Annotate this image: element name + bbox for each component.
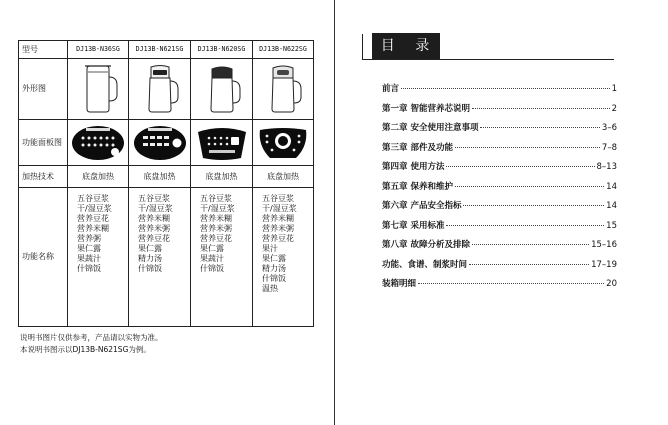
- toc-entry-title: 前言: [382, 84, 400, 94]
- row-header-heating: 加热技术: [19, 166, 68, 188]
- toc-entry[interactable]: [382, 277, 617, 297]
- toc-entry-title: 第三章 部件及功能: [382, 142, 453, 153]
- heating-cell: 底盘加热: [191, 166, 253, 188]
- toc-entry-title: 第六章 产品安全指标: [382, 201, 462, 211]
- panel-image-n621sg: [129, 120, 191, 166]
- row-header-model: 型号: [19, 41, 68, 59]
- panel-image-n622sg: [253, 120, 314, 166]
- function-item: 果汁: [262, 244, 278, 253]
- row-shape: [19, 59, 314, 120]
- row-panel: [19, 120, 314, 166]
- function-item: 果蔬汁: [77, 254, 101, 263]
- control-panel-image: [133, 124, 187, 162]
- toc-entry-title: 第四章 使用方法: [382, 162, 445, 172]
- function-item: 果蔬汁: [200, 254, 224, 263]
- function-item: 果仁露: [200, 244, 224, 253]
- toc-entry-page: 3–6: [601, 123, 617, 133]
- toc-entry-title: 第一章 智能营养芯说明: [382, 103, 470, 114]
- function-item: 什锦饭: [138, 264, 162, 273]
- function-item: 营养米粥: [262, 224, 294, 233]
- spec-table: [18, 40, 314, 327]
- function-item: 果仁露: [77, 244, 101, 253]
- function-item: 果仁露: [138, 244, 162, 253]
- control-panel-image: [71, 124, 125, 162]
- model-cell: DJ13B-N622SG: [253, 41, 314, 59]
- function-item: 营养豆花: [200, 234, 232, 243]
- function-item: 营养豆花: [138, 234, 170, 243]
- toc-entry-title: 功能、食谱、制浆时间: [382, 259, 468, 270]
- function-item: 什锦饭: [200, 264, 224, 273]
- note-image-disclaimer: 说明书图片仅供参考，产品请以实物为准。: [20, 333, 163, 342]
- row-header-panel: 功能面板图: [19, 120, 68, 166]
- function-item: 营养米糊: [138, 214, 170, 223]
- function-item: 什锦饭: [262, 274, 286, 283]
- function-item: 营养豆花: [77, 214, 109, 223]
- title-rule-vertical: [362, 34, 363, 60]
- toc-entry[interactable]: [382, 160, 617, 180]
- toc-entry[interactable]: [382, 180, 617, 200]
- function-item: 精力汤: [138, 254, 162, 263]
- function-item: 营养米糊: [262, 214, 294, 223]
- toc-entry[interactable]: [382, 141, 617, 161]
- toc-entry[interactable]: [382, 102, 617, 122]
- toc-leader-dots: [463, 205, 604, 206]
- control-panel-image: [256, 124, 310, 162]
- function-item: 干/湿豆浆: [200, 204, 235, 213]
- table-of-contents: [382, 82, 617, 297]
- heating-cell: 底盘加热: [129, 166, 191, 188]
- note-example-model: 本说明书图示以DJ13B-N621SG为例。: [20, 345, 151, 354]
- function-item: 五谷豆浆: [200, 194, 232, 203]
- toc-leader-dots: [418, 283, 604, 284]
- toc-entry-page: 20: [606, 279, 617, 289]
- product-image-n36sg: [68, 59, 129, 120]
- heating-cell: 底盘加热: [253, 166, 314, 188]
- toc-entry-page: 1: [611, 84, 617, 94]
- control-panel-image: [195, 124, 249, 162]
- function-item: 营养米粥: [138, 224, 170, 233]
- heating-cell: 底盘加热: [68, 166, 129, 188]
- toc-leader-dots: [401, 88, 610, 89]
- row-functions: [19, 188, 314, 327]
- toc-entry-title: 装箱明细: [382, 279, 417, 289]
- row-model: [19, 41, 314, 59]
- toc-leader-dots: [446, 225, 604, 226]
- soymilk-maker-image: [258, 63, 308, 115]
- function-item: 干/湿豆浆: [138, 204, 173, 213]
- toc-leader-dots: [469, 264, 589, 265]
- function-item: 干/湿豆浆: [77, 204, 112, 213]
- function-list: [191, 188, 253, 327]
- function-item: 干/湿豆浆: [262, 204, 297, 213]
- page-divider: [334, 0, 335, 425]
- row-heating: [19, 166, 314, 188]
- toc-entry-page: 17–19: [591, 259, 617, 270]
- panel-image-n36sg: [68, 120, 129, 166]
- panel-image-n620sg: [191, 120, 253, 166]
- toc-entry-page: 2: [611, 103, 617, 114]
- toc-leader-dots: [480, 127, 599, 128]
- toc-entry-title: 第五章 保养和维护: [382, 181, 453, 192]
- toc-entry[interactable]: [382, 238, 617, 258]
- toc-entry[interactable]: [382, 199, 617, 219]
- function-item: 五谷豆浆: [77, 194, 109, 203]
- function-item: 五谷豆浆: [138, 194, 170, 203]
- function-item: 精力汤: [262, 264, 286, 273]
- toc-entry-title: 第八章 故障分析及排除: [382, 240, 470, 250]
- soymilk-maker-image: [135, 63, 185, 115]
- toc-entry-title: 第七章 采用标准: [382, 220, 445, 231]
- product-image-n621sg: [129, 59, 191, 120]
- toc-entry[interactable]: [382, 258, 617, 278]
- function-item: 营养粥: [77, 234, 101, 243]
- toc-entry-page: 7–8: [601, 142, 617, 153]
- function-list: [253, 188, 314, 327]
- function-item: 营养米糊: [200, 214, 232, 223]
- function-item: 营养米糊: [77, 224, 109, 233]
- row-header-functions: 功能名称: [19, 188, 68, 327]
- function-item: 营养米粥: [200, 224, 232, 233]
- toc-entry[interactable]: [382, 82, 617, 102]
- toc-entry[interactable]: [382, 121, 617, 141]
- toc-entry-page: 8–13: [596, 162, 617, 172]
- function-item: 营养豆花: [262, 234, 294, 243]
- toc-title: 目 录: [372, 33, 440, 59]
- function-item: 温热: [262, 284, 278, 293]
- row-header-shape: 外形图: [19, 59, 68, 120]
- toc-entry[interactable]: [382, 219, 617, 239]
- model-cell: DJ13B-N620SG: [191, 41, 253, 59]
- function-list: [129, 188, 191, 327]
- soymilk-maker-image: [197, 63, 247, 115]
- product-image-n620sg: [191, 59, 253, 120]
- toc-entry-title: 第二章 安全使用注意事项: [382, 123, 479, 133]
- model-cell: DJ13B-N621SG: [129, 41, 191, 59]
- function-list: [68, 188, 129, 327]
- product-image-n622sg: [253, 59, 314, 120]
- soymilk-maker-image: [73, 63, 123, 115]
- toc-leader-dots: [455, 186, 604, 187]
- toc-entry-page: 14: [606, 201, 617, 211]
- toc-leader-dots: [446, 166, 594, 167]
- toc-entry-page: 15–16: [591, 240, 617, 250]
- toc-entry-page: 14: [606, 181, 617, 192]
- toc-leader-dots: [472, 108, 610, 109]
- toc-leader-dots: [455, 147, 600, 148]
- toc-entry-page: 15: [606, 220, 617, 231]
- toc-leader-dots: [472, 244, 589, 245]
- function-item: 五谷豆浆: [262, 194, 294, 203]
- model-cell: DJ13B-N36SG: [68, 41, 129, 59]
- function-item: 什锦饭: [77, 264, 101, 273]
- function-item: 果仁露: [262, 254, 286, 263]
- title-rule: [362, 59, 614, 60]
